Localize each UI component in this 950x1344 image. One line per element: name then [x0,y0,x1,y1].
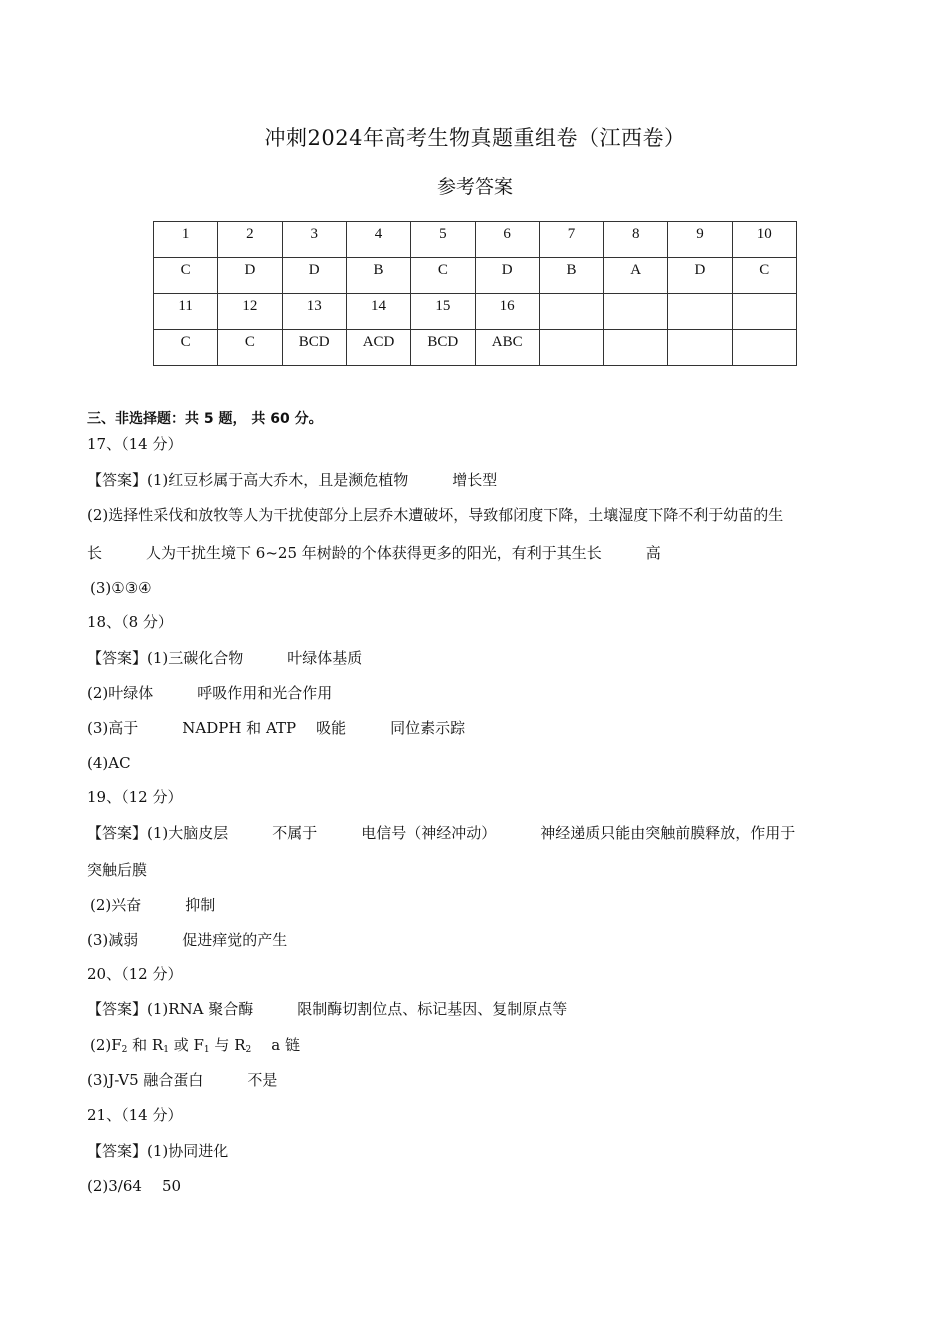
table-cell: 11 [154,294,218,330]
answer-text: NADPH 和 ATP [182,719,297,737]
answer-text: 同位素示踪 [390,719,466,737]
answer-text: 【答案】(1)三碳化合物 [87,649,244,667]
answer-text: 吸能 [316,719,347,737]
subscript: 1 [163,1045,169,1055]
table-cell: 15 [411,294,475,330]
question-17-answer-1 [87,470,497,490]
answer-text: 或 F [168,1036,204,1054]
question-20-answer-2 [90,1035,300,1060]
question-18-answer-4: (4)AC [87,754,131,772]
table-cell: D [282,258,346,294]
table-cell: BCD [282,330,346,366]
answer-text: 长 [87,544,103,562]
question-17-answer-2: (2)选择性采伐和放牧等人为干扰使部分上层乔木遭破坏，导致郁闭度下降，土壤湿度下降不利于幼苗的生 [87,506,784,524]
question-17-answer-3: (3)①③④ [90,579,152,597]
answer-text: 不属于 [272,824,318,842]
table-cell: ACD [346,330,410,366]
answer-text: a 链 [271,1036,300,1054]
question-20-header: 20、（12 分） [87,965,183,983]
document-subtitle: 参考答案 [436,176,513,198]
answer-text: 人为干扰生境下 6~25 年树龄的个体获得更多的阳光，有利于其生长 [146,544,602,562]
answer-text: 促进痒觉的产生 [182,931,288,949]
question-21-header: 21、（14 分） [87,1106,183,1124]
question-19-header: 19、（12 分） [87,788,183,806]
question-18-header: 18、（8 分） [87,613,173,631]
answer-text: 神经递质只能由突触前膜释放，作用于 [540,824,796,842]
table-cell: C [154,258,218,294]
table-cell: 9 [668,222,732,258]
question-19-answer-2 [90,895,215,915]
question-18-answer-2 [87,683,332,703]
table-cell: B [346,258,410,294]
answer-text: 叶绿体基质 [287,649,363,667]
table-cell: B [539,258,603,294]
table-cell: 1 [154,222,218,258]
answer-text: 与 R [209,1036,246,1054]
question-18-answer-3 [87,718,465,738]
table-cell: D [218,258,282,294]
table-cell: 2 [218,222,282,258]
answer-text: 高 [645,544,661,562]
subscript: 1 [203,1045,210,1055]
answer-text: 电信号（神经冲动） [361,824,497,842]
table-cell: C [732,258,796,294]
answer-text: 【答案】(1)红豆杉属于高大乔木，且是濒危植物 [87,471,409,489]
table-cell: 16 [475,294,539,330]
table-cell: 14 [346,294,410,330]
answer-text: 限制酶切割位点、标记基因、复制原点等 [297,1000,568,1018]
answer-text: 抑制 [185,896,216,914]
answer-text: (3)高于 [87,719,139,737]
table-cell: 12 [218,294,282,330]
answer-text: 和 R [127,1036,164,1054]
table-cell: D [668,258,732,294]
subscript: 2 [245,1045,252,1055]
subscript: 2 [121,1045,128,1055]
answer-text: 【答案】(1)RNA 聚合酶 [87,1000,254,1018]
question-19-answer-1 [87,823,795,843]
table-cell: 4 [346,222,410,258]
answer-text: (2)叶绿体 [87,684,154,702]
answer-text: 【答案】(1)大脑皮层 [87,824,229,842]
question-20-answer-1 [87,999,567,1019]
answer-text: (3)J-V5 融合蛋白 [87,1071,204,1089]
table-cell: 7 [539,222,603,258]
table-cell: 13 [282,294,346,330]
table-cell: 10 [732,222,796,258]
answer-text: 增长型 [452,471,498,489]
answer-text: (2)兴奋 [90,896,142,914]
table-cell: C [411,258,475,294]
question-21-answer-2 [87,1176,181,1196]
table-cell: A [604,258,668,294]
answer-text: (2)3/64 [87,1177,142,1195]
section-heading: 三、非选择题：共 5 题， 共 60 分。 [87,411,323,427]
document-title: 冲刺2024年高考生物真题重组卷（江西卷） [264,126,686,150]
question-17-header: 17、（14 分） [87,435,183,453]
question-19-answer-3 [87,930,287,950]
table-cell: ABC [475,330,539,366]
table-cell: 3 [282,222,346,258]
answer-text: 50 [161,1177,182,1195]
question-17-answer-2-cont [87,543,661,563]
answer-text: 呼吸作用和光合作用 [197,684,333,702]
answer-text: 不是 [247,1071,278,1089]
answer-text: (3)减弱 [87,931,139,949]
question-21-answer-1: 【答案】(1)协同进化 [87,1142,229,1160]
table-cell: 5 [411,222,475,258]
question-20-answer-3 [87,1070,277,1090]
table-cell: D [475,258,539,294]
table-cell: 8 [604,222,668,258]
table-cell: 6 [475,222,539,258]
answer-text: (2)F [90,1036,122,1054]
question-19-answer-1-cont: 突触后膜 [87,861,148,879]
table-cell: C [218,330,282,366]
table-cell: BCD [411,330,475,366]
table-cell: C [154,330,218,366]
question-18-answer-1 [87,648,362,668]
